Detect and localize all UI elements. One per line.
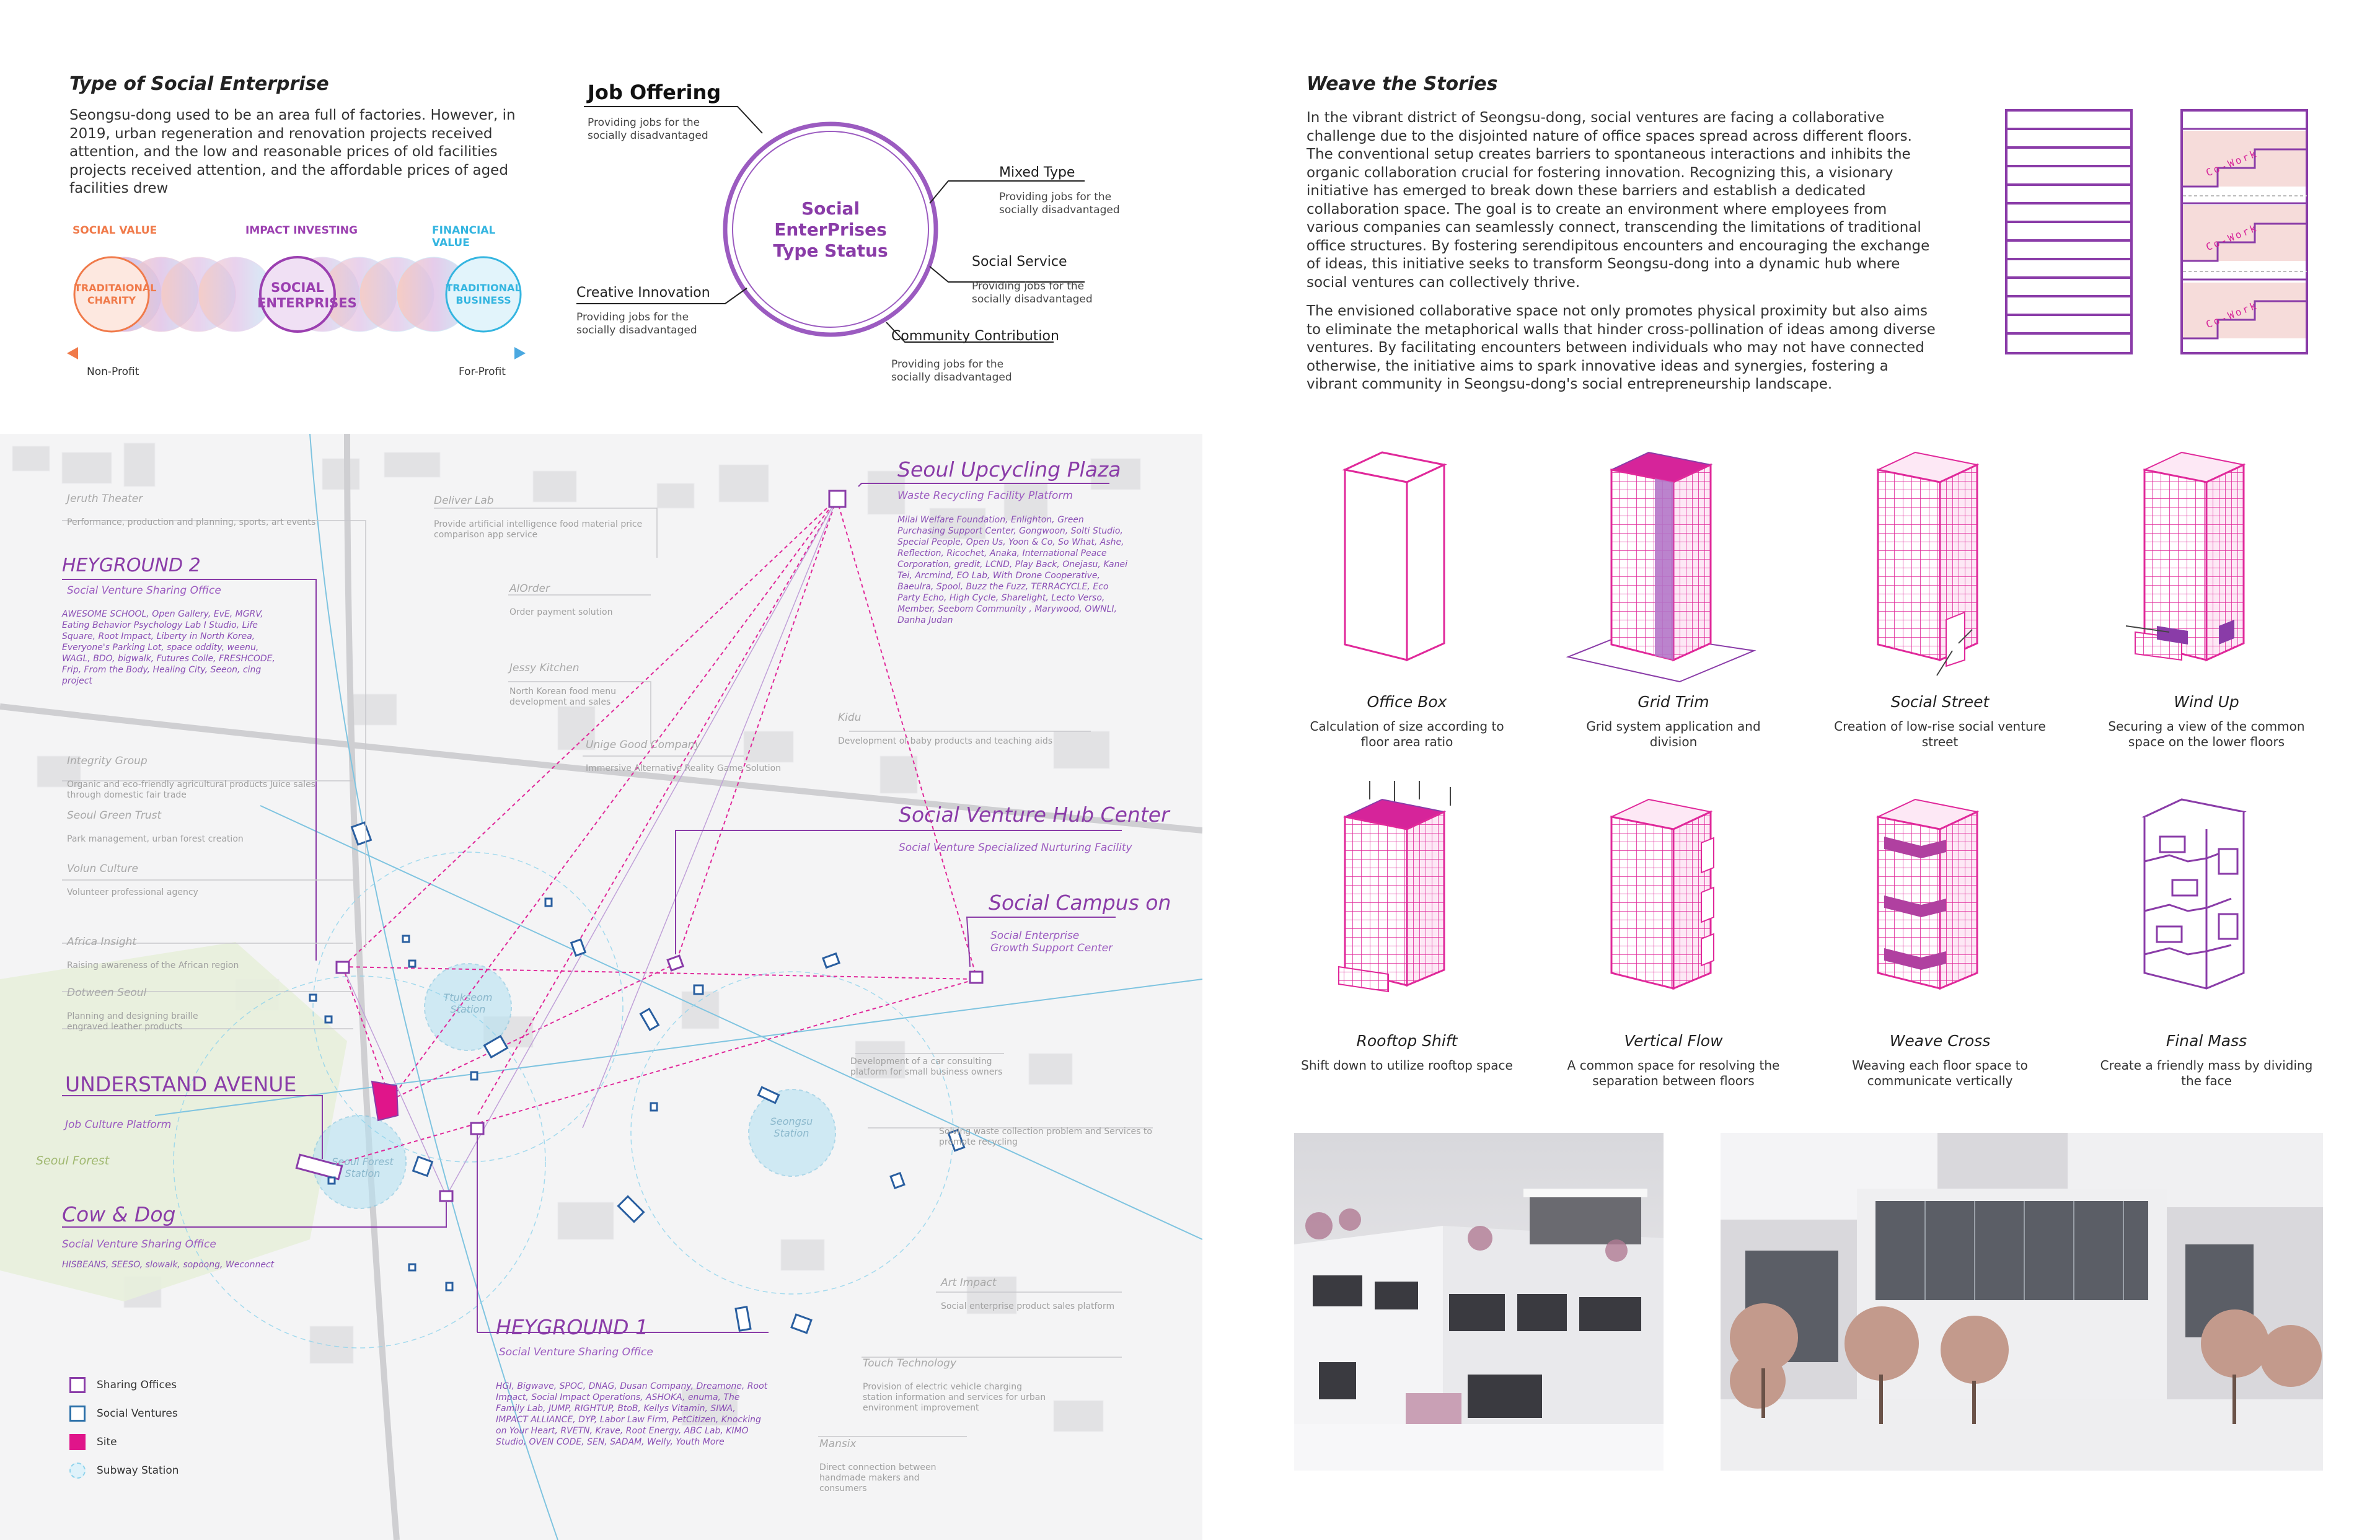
- grey-entry-13: Solving waste collection problem and Services to promote recycling: [939, 1127, 1152, 1147]
- grey-entry-3: AlOrder Order payment solution: [509, 583, 613, 617]
- grey-entry-2: Deliver Lab Provide artificial intelligence food material price comparison app service: [434, 495, 643, 540]
- cow-dog-title: Cow & Dog: [62, 1202, 176, 1226]
- step-wind-up-title: Wind Up: [2174, 693, 2239, 711]
- station-label-2: Seongsu Station: [770, 1115, 813, 1139]
- heyground2-list: AWESOME SCHOOL, Open Gallery, EvE, MGRV, Eating Behavior Psychology Lab I Studio, Life Square, Root Impact, Liberty in North Korea, Everyone's Parking Lot, space oddity, weenu, WAGL, BDO, bigwalk, Futures Colle, FRESHCODE, Frip, From the Body, Healing City, Seeon, cing project: [62, 609, 275, 686]
- grid-trim-mass: [1568, 452, 1754, 682]
- social-enterprises-label: SOCIAL ENTERPRISES: [257, 280, 357, 310]
- heyground1-title: HEYGROUND 1: [496, 1315, 649, 1339]
- step-grid-trim-title: Grid Trim: [1637, 693, 1709, 711]
- for-profit-label: For-Profit: [459, 366, 506, 378]
- grey-entry-1: Jeruth Theater Performance, production and planning, sports, art events: [67, 493, 316, 527]
- vertical-flow-mass: [1611, 799, 1714, 988]
- step-wind-up-desc: Securing a view of the common space on the lower floors: [2108, 719, 2305, 749]
- grey-entry-14: Art Impact Social enterprise product sales platform: [941, 1277, 1115, 1311]
- type-status-label: Social EnterPrises Type Status: [773, 198, 888, 261]
- community-contribution-title: Community Contribution: [891, 328, 1059, 344]
- social-enterprise-heading: Type of Social Enterprise: [69, 73, 329, 95]
- grey-entry-5: Kidu Development of baby products and teaching aids: [838, 711, 1053, 746]
- seoul-upcycling-title: Seoul Upcycling Plaza: [897, 457, 1121, 482]
- floor-stack-diagram: [2005, 109, 2135, 357]
- station-label-3: Seoul Forest Station: [332, 1156, 394, 1179]
- map-legend: [69, 1371, 243, 1485]
- social-venture-swatch: [69, 1406, 86, 1422]
- grey-entry-11: Dotween Seoul Planning and designing braille engraved leather products: [67, 987, 198, 1032]
- cow-dog-sub: Social Venture Sharing Office: [62, 1238, 216, 1251]
- step-final-mass-desc: Create a friendly mass by dividing the face: [2100, 1058, 2313, 1088]
- social-street-mass: [1878, 452, 1977, 675]
- business-label: TRADITIONAL BUSINESS: [446, 282, 521, 306]
- grey-entry-9: Volun Culture Volunteer professional agency: [67, 863, 198, 897]
- wind-up-mass: [2126, 452, 2244, 660]
- campus-on-sub: Social Enterprise Growth Support Center: [990, 930, 1113, 954]
- cowork-label-3: Co-Work: [2204, 299, 2260, 331]
- financial-value-label: FINANCIAL VALUE: [432, 224, 496, 249]
- social-service-title: Social Service: [972, 254, 1067, 270]
- non-profit-label: Non-Profit: [87, 366, 139, 378]
- heyground1-sub: Social Venture Sharing Office: [499, 1346, 653, 1358]
- legend-site: Site: [69, 1428, 243, 1456]
- charity-label: TRADITAIONAL CHARITY: [74, 282, 157, 306]
- step-weave-cross-desc: Weaving each floor space to communicate vertically: [1852, 1058, 2028, 1088]
- step-grid-trim-desc: Grid system application and division: [1586, 719, 1761, 749]
- step-rooftop-shift-desc: Shift down to utilize rooftop space: [1301, 1058, 1513, 1073]
- grey-entry-16: Mansix Direct connection between handmade makers and consumers: [819, 1438, 937, 1494]
- creative-innovation-title: Creative Innovation: [576, 285, 710, 301]
- legend-sharing-offices: Sharing Offices: [69, 1371, 243, 1399]
- grey-entry-10: Africa Insight Raising awareness of the African region: [67, 936, 239, 970]
- social-enterprise-paragraph: Seongsu-dong used to be an area full of factories. However, in 2019, urban regeneration and renovation projects received attention, and the low and reasonable prices of old facilities projects received attention, and the affordable prices of aged facilities drew: [69, 107, 516, 196]
- mixed-type-title: Mixed Type: [999, 165, 1075, 180]
- step-social-street-title: Social Street: [1890, 693, 1990, 711]
- weave-cross-mass: [1878, 799, 1977, 988]
- grey-entry-8: Seoul Green Trust Park management, urban forest creation: [67, 809, 244, 844]
- weave-paragraph-1: In the vibrant district of Seongsu-dong, social ventures are facing a collaborative challenge due to the disjointed nature of office spaces spread across different floors. The conventional setup creates barriers to spontaneous interactions and inhibits the organic collaboration crucial for fostering innovation. Recognizing this, a visionary initiative has emerged to break down these barriers and establish a dedicated collaboration space. The goal is to create an environment where employees from various companies can seamlessly connect, transcending the limitations of traditional office structures. By fostering serendipitous encounters and encouraging the exchange of ideas, this initiative seeks to transform Seongsu-dong into a dynamic hub where social ventures can collectively thrive.: [1307, 110, 1930, 291]
- grey-entry-12: Development of a car consulting platform for small business owners: [850, 1057, 1003, 1077]
- step-final-mass-title: Final Mass: [2166, 1032, 2247, 1050]
- spectrum-labels: [69, 224, 528, 249]
- weave-heading: Weave the Stories: [1307, 73, 1498, 95]
- social-service-desc: Providing jobs for the socially disadvantaged: [972, 280, 1093, 306]
- final-mass: [2144, 799, 2244, 988]
- understand-avenue-sub: Job Culture Platform: [65, 1119, 172, 1131]
- subway-swatch: [69, 1463, 86, 1479]
- social-value-label: SOCIAL VALUE: [73, 224, 157, 237]
- hub-center-title: Social Venture Hub Center: [899, 803, 1170, 827]
- seoul-upcycling-list: Milal Welfare Foundation, Enlighton, Green Purchasing Support Center, Gongwoon, Solti Studio, Special People, Open Us, Yoon & Co, So What, Ashe, Reflection, Ricochet, Anaka, International Peace Corporation, gredit, LCND, Play Back, Onejasu, Kanei Tei, Arcmind, EO Lab, With Drone Cooperative, Baeulra, Spool, Buzz the Fuzz, TERRACYCLE, Eco Party Echo, High Cycle, Sharelight, Lecto Verso, Member, Seebom Community , Marywood, OWNLI, Danha Judan: [897, 515, 1127, 625]
- rendering-street: [1721, 1133, 2323, 1471]
- rooftop-shift-mass: [1339, 781, 1450, 992]
- mixed-type-desc: Providing jobs for the socially disadvantaged: [999, 191, 1120, 216]
- grey-entry-15: Touch Technology Provision of electric vehicle charging station information and services for urban environment improvement: [863, 1357, 1046, 1413]
- campus-on-title: Social Campus on: [989, 891, 1171, 915]
- step-weave-cross-title: Weave Cross: [1889, 1032, 1991, 1050]
- sharing-office-swatch: [69, 1377, 86, 1393]
- job-offering-desc: Providing jobs for the socially disadvantaged: [588, 117, 708, 142]
- step-vertical-flow-desc: A common space for resolving the separation between floors: [1567, 1058, 1780, 1088]
- site-swatch: [69, 1434, 86, 1450]
- cowork-label-2: Co-Work: [2204, 221, 2260, 253]
- legend-social-ventures: Social Ventures: [69, 1399, 243, 1428]
- step-rooftop-shift-title: Rooftop Shift: [1356, 1032, 1458, 1050]
- seoul-forest-label: Seoul Forest: [36, 1154, 110, 1168]
- rendering-rooftop: [1294, 1133, 1664, 1471]
- impact-investing-label: IMPACT INVESTING: [245, 224, 358, 237]
- heyground2-title: HEYGROUND 2: [62, 555, 201, 576]
- legend-subway: Subway Station: [69, 1456, 243, 1485]
- step-vertical-flow-title: Vertical Flow: [1624, 1032, 1723, 1050]
- grey-entry-4: Jessy Kitchen North Korean food menu development and sales: [509, 662, 617, 707]
- cow-dog-list: HISBEANS, SEESO, slowalk, sopoong, Weconnect: [62, 1260, 275, 1270]
- mass-steps-diagrams: [1326, 446, 2343, 1054]
- heyground1-list: HGI, Bigwave, SPOC, DNAG, Dusan Company, Dreamone, Root Impact, Social Impact Operations, ASHOKA, enuma, The Family Lab, JUMP, RIGHTUP, BtoB, Kellys Vitamin, SIWA, IMPACT ALLIANCE, DYP, Labor Law Firm, PetCitizen, Knocking on Your Heart, RVETN, Krave, Root Energy, ABC Lab, KIMO Studio, OVEN CODE, SEN, SADAM, Welly, Youth More: [496, 1381, 768, 1447]
- station-label-1: Ttukseom Station: [443, 992, 493, 1015]
- cowork-label-1: Co-Work: [2204, 147, 2260, 179]
- grey-entry-7: Integrity Group Organic and eco-friendly agricultural products Juice sales through domestic fair trade: [67, 755, 315, 800]
- step-office-box-desc: Calculation of size according to floor area ratio: [1310, 719, 1504, 749]
- weave-paragraph-2: The envisioned collaborative space not only promotes physical proximity but also aims to eliminate the metaphorical walls that hinder cross-pollination of ideas among diverse ventures. By facilitating encounters between individuals who may not have connected otherwise, the initiative aims to spark innovative ideas and synergies, fostering a vibrant community in Seongsu-dong's social entrepreneurship landscape.: [1307, 303, 1936, 392]
- creative-innovation-desc: Providing jobs for the socially disadvantaged: [576, 311, 697, 337]
- step-office-box-title: Office Box: [1367, 693, 1447, 711]
- seoul-upcycling-sub: Waste Recycling Facility Platform: [897, 490, 1073, 502]
- step-social-street-desc: Creation of low-rise social venture street: [1834, 719, 2046, 749]
- office-box-mass: [1345, 452, 1444, 660]
- community-contribution-desc: Providing jobs for the socially disadvantaged: [891, 358, 1012, 384]
- understand-avenue-title: UNDERSTAND AVENUE: [65, 1072, 297, 1096]
- hub-center-sub: Social Venture Specialized Nurturing Facility: [899, 842, 1132, 854]
- heyground2-sub: Social Venture Sharing Office: [67, 584, 221, 597]
- grey-entry-6: Unige Good Company Immersive Alternative Reality Game Solution: [586, 739, 782, 773]
- job-offering-heading: Job Offering: [588, 81, 721, 104]
